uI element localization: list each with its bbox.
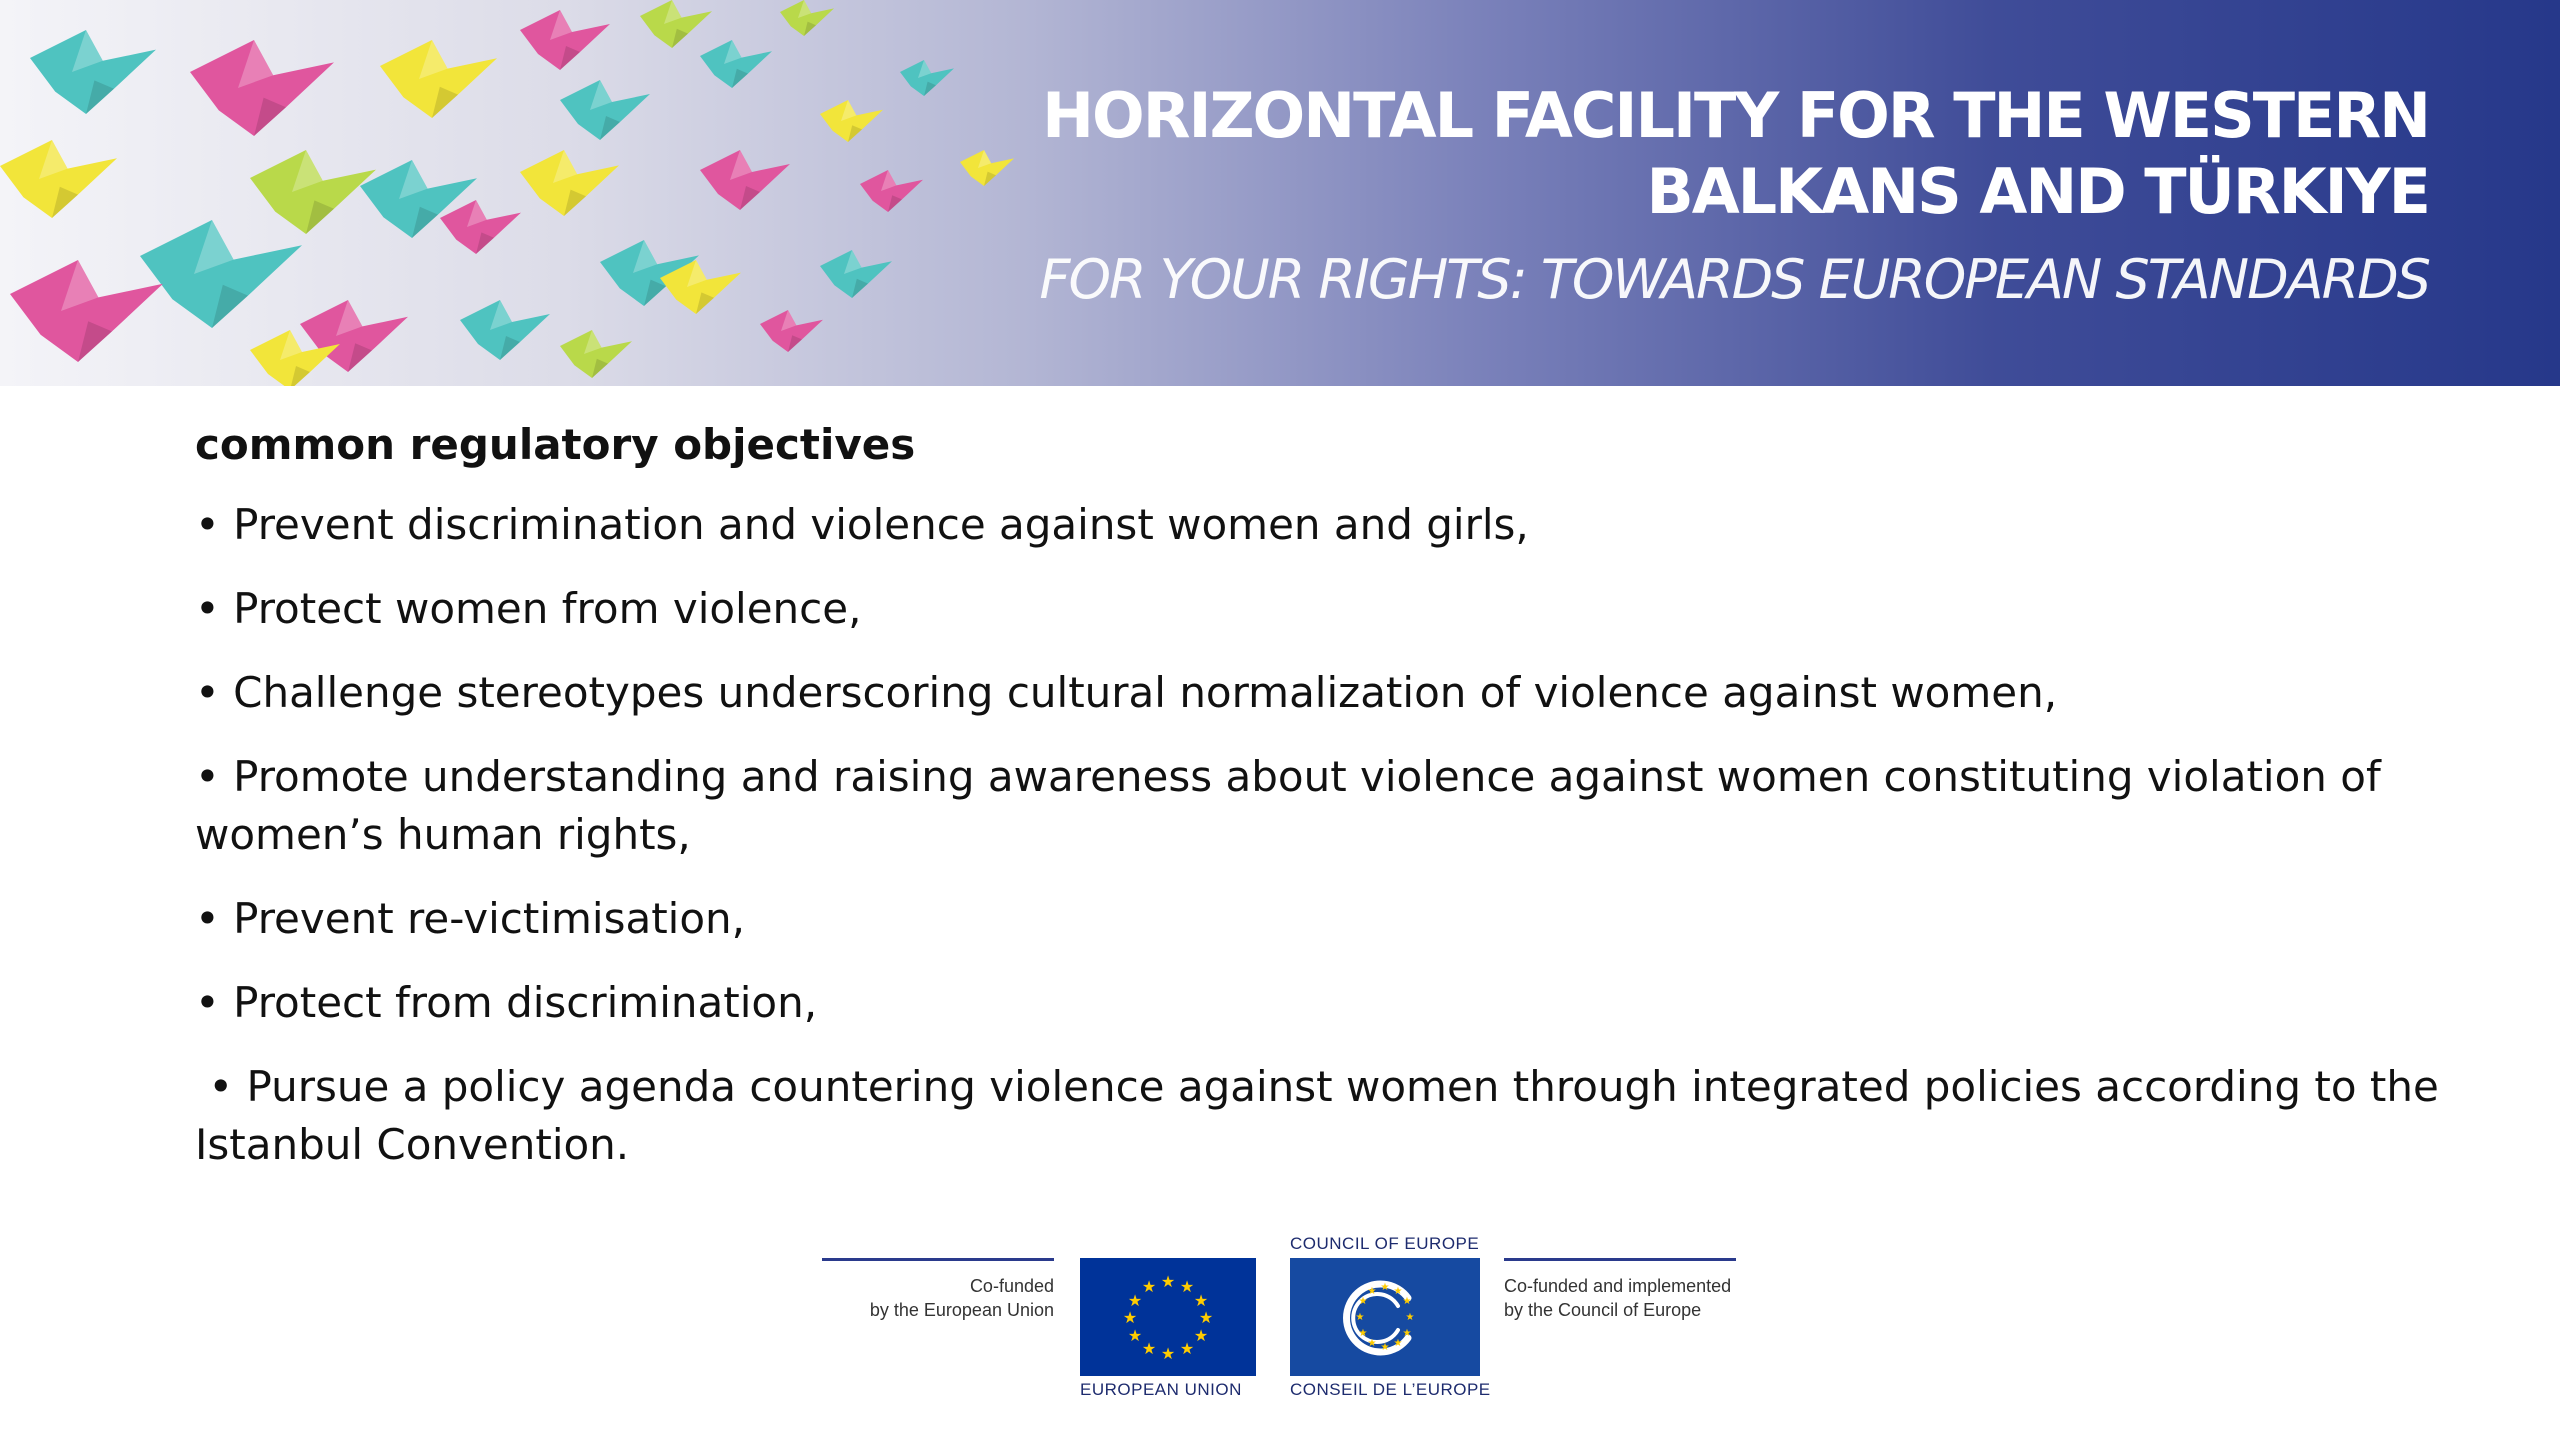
svg-text:★: ★	[1358, 1296, 1368, 1307]
bird-teal-icon	[30, 30, 954, 360]
svg-text:★: ★	[1160, 1272, 1176, 1291]
svg-text:★: ★	[1393, 1286, 1403, 1297]
eu-cofunded-text	[870, 1274, 1054, 1322]
eu-cofunded-line1: Co-funded	[969, 1276, 1054, 1296]
funding-footer	[0, 1234, 2560, 1440]
banner-subtitle: FOR YOUR RIGHTS: TOWARDS EUROPEAN STANDARDS	[1039, 248, 2429, 311]
svg-text:★: ★	[1122, 1308, 1138, 1327]
list-item: • Protect women from violence,	[195, 584, 862, 633]
svg-text:★: ★	[1358, 1328, 1368, 1339]
svg-text:★: ★	[1193, 1291, 1209, 1310]
list-item: • Prevent discrimination and violence against women and girls,	[195, 500, 1529, 549]
list-item: • Prevent re-victimisation,	[195, 894, 745, 943]
svg-text:★: ★	[1367, 1286, 1377, 1297]
svg-text:★: ★	[1380, 1342, 1390, 1353]
list-item: • Promote understanding and raising awareness about violence against women constituting violation of women’s human rights,	[195, 752, 2381, 859]
svg-text:★: ★	[1367, 1338, 1377, 1349]
svg-text:★: ★	[1198, 1308, 1214, 1327]
coe-cofunded-text	[1504, 1274, 1731, 1322]
list-item: • Challenge stereotypes underscoring cultural normalization of violence against women,	[195, 668, 2058, 717]
eu-cofunded-line2: by the European Union	[869, 1300, 1054, 1320]
svg-text:★: ★	[1179, 1339, 1195, 1358]
council-of-europe-logo-icon	[1290, 1258, 1480, 1376]
svg-text:★: ★	[1179, 1277, 1195, 1296]
banner-title	[1042, 78, 2429, 230]
objectives-list	[195, 496, 2453, 1174]
coe-cofunded-line1: Co-funded and implemented	[1504, 1276, 1732, 1296]
eu-divider	[822, 1258, 1054, 1261]
svg-text:★: ★	[1141, 1339, 1157, 1358]
svg-text:★: ★	[1402, 1296, 1412, 1307]
svg-text:★: ★	[1402, 1328, 1412, 1339]
svg-text:★: ★	[1405, 1312, 1415, 1323]
coe-bottom-label: CONSEIL DE L’EUROPE	[1290, 1380, 1491, 1399]
svg-text:★: ★	[1127, 1291, 1143, 1310]
coe-cofunded-line2: by the Council of Europe	[1504, 1300, 1702, 1320]
svg-text:★: ★	[1393, 1338, 1403, 1349]
svg-text:★: ★	[1380, 1282, 1390, 1293]
eu-flag-icon	[1080, 1258, 1256, 1376]
svg-text:★: ★	[1355, 1312, 1365, 1323]
svg-text:★: ★	[1160, 1344, 1176, 1363]
coe-divider	[1504, 1258, 1736, 1261]
banner-title-line2: BALKANS AND TÜRKIYE	[1646, 155, 2429, 228]
eu-label: EUROPEAN UNION	[1080, 1380, 1242, 1399]
list-item: • Pursue a policy agenda countering violence against women through integrated policies according to the Istanbul Convention.	[195, 1062, 2453, 1169]
origami-birds-illustration	[0, 0, 1060, 386]
slide-heading: common regulatory objectives	[195, 420, 916, 469]
coe-top-label: COUNCIL OF EUROPE	[1290, 1234, 1480, 1253]
list-item: • Protect from discrimination,	[195, 978, 818, 1027]
svg-text:★: ★	[1127, 1326, 1143, 1345]
slide-content	[195, 418, 2453, 1200]
svg-text:★: ★	[1141, 1277, 1157, 1296]
header-banner	[0, 0, 2560, 386]
banner-title-line1: HORIZONTAL FACILITY FOR THE WESTERN	[1042, 79, 2429, 152]
svg-text:★: ★	[1193, 1326, 1209, 1345]
